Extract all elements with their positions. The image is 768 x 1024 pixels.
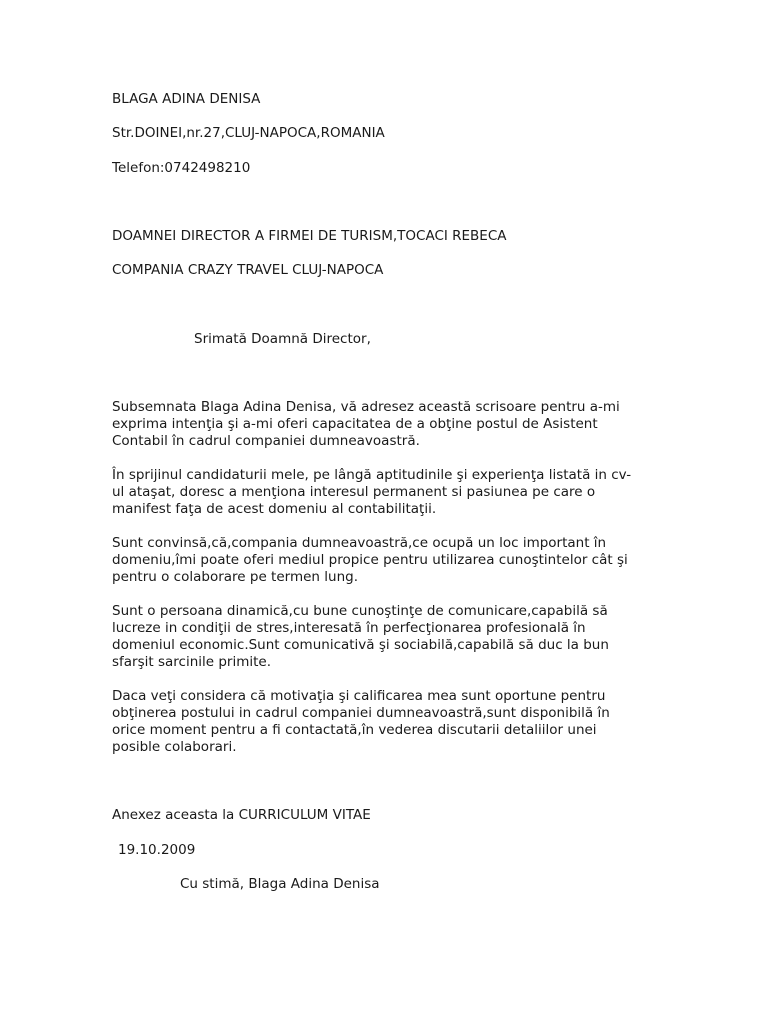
sender-name: BLAGA ADINA DENISA	[112, 91, 261, 107]
sender-phone: Telefon:0742498210	[112, 160, 251, 176]
letter-date: 19.10.2009	[118, 842, 196, 858]
recipient-line-2: COMPANIA CRAZY TRAVEL CLUJ-NAPOCA	[112, 262, 384, 278]
paragraph-5: Daca veţi considera că motivaţia şi calificarea mea sunt oportune pentru obţinerea postului in cadrul companiei dumneavoastră,sunt disponibilă în orice moment pentru a fi contactată,în vederea discutarii detaliilor unei posible colaborari.	[112, 688, 610, 755]
sender-address: Str.DOINEI,nr.27,CLUJ-NAPOCA,ROMANIA	[112, 125, 385, 141]
paragraph-2: În sprijinul candidaturii mele, pe lângă aptitudinile şi experienţa listată in cv- ul ataşat, doresc a menţiona interesul permanent si pasiunea pe care o manifest faţa de acest domeniu al contabilitaţii.	[112, 467, 632, 517]
closing-signature: Cu stimă, Blaga Adina Denisa	[180, 876, 380, 892]
annex-note: Anexez aceasta la CURRICULUM VITAE	[112, 807, 371, 823]
paragraph-4: Sunt o persoana dinamică,cu bune cunoştinţe de comunicare,capabilă să lucreze in condiţii de stres,interesată în perfecţionarea profesională în domeniul economic.Sunt comunicativă şi sociabilă,capabilă să duc la bun sfarşit sarcinile primite.	[112, 603, 609, 670]
paragraph-1: Subsemnata Blaga Adina Denisa, vă adresez această scrisoare pentru a-mi exprima intenţia şi a-mi oferi capacitatea de a obţine postul de Asistent Contabil în cadrul companiei dumneavoastră.	[112, 399, 620, 449]
recipient-line-1: DOAMNEI DIRECTOR A FIRMEI DE TURISM,TOCACI REBECA	[112, 228, 507, 244]
salutation: Srimată Doamnă Director,	[194, 331, 371, 347]
paragraph-3: Sunt convinsă,că,compania dumneavoastră,ce ocupă un loc important în domeniu,îmi poate oferi mediul propice pentru utilizarea cunoştintelor cât şi pentru o colaborare pe termen lung.	[112, 535, 628, 585]
